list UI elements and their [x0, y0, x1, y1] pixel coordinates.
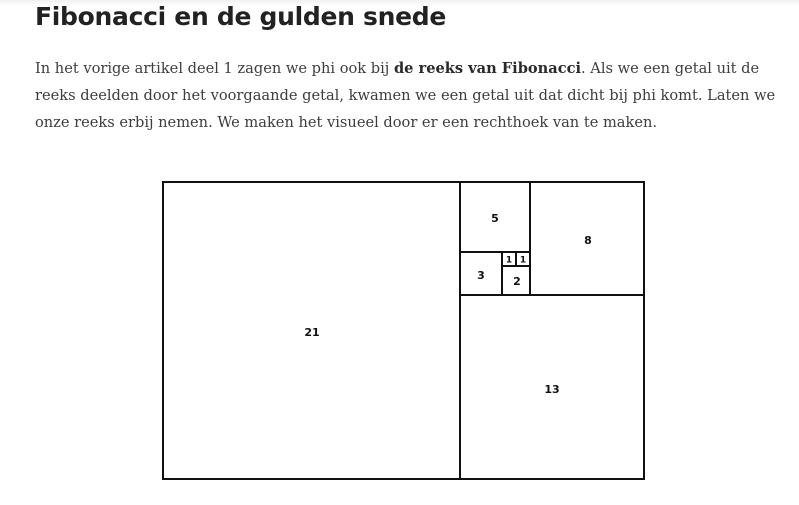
paragraph-bold-text: de reeks van Fibonacci — [393, 60, 582, 77]
fibonacci-label-6: 2 — [513, 275, 521, 288]
fibonacci-label-1: 21 — [304, 326, 320, 339]
paragraph-text-start: In het vorige artikel deel 1 zagen we phi ook bij — [35, 60, 394, 77]
fibonacci-label-5: 3 — [477, 269, 485, 282]
fibonacci-label-4: 5 — [491, 212, 499, 225]
fibonacci-rectangle-diagram — [162, 181, 645, 481]
fibonacci-label-3: 8 — [584, 234, 592, 247]
article-paragraph — [35, 55, 780, 136]
fibonacci-squares — [163, 182, 644, 479]
paragraph-text-end: . Als we een getal uit de reeks deelden door het voorgaande getal, kwamen we een getal uit dat dicht bij phi komt. Laten we onze reeks erbij nemen. We maken het visueel door er een rechthoek van te maken. — [35, 60, 776, 131]
article-heading: Fibonacci en de gulden snede — [35, 2, 447, 31]
fibonacci-label-8: 1 — [519, 255, 527, 266]
fibonacci-diagram-svg — [162, 181, 645, 481]
fibonacci-label-2: 13 — [544, 383, 560, 396]
fibonacci-label-7: 1 — [505, 255, 513, 266]
